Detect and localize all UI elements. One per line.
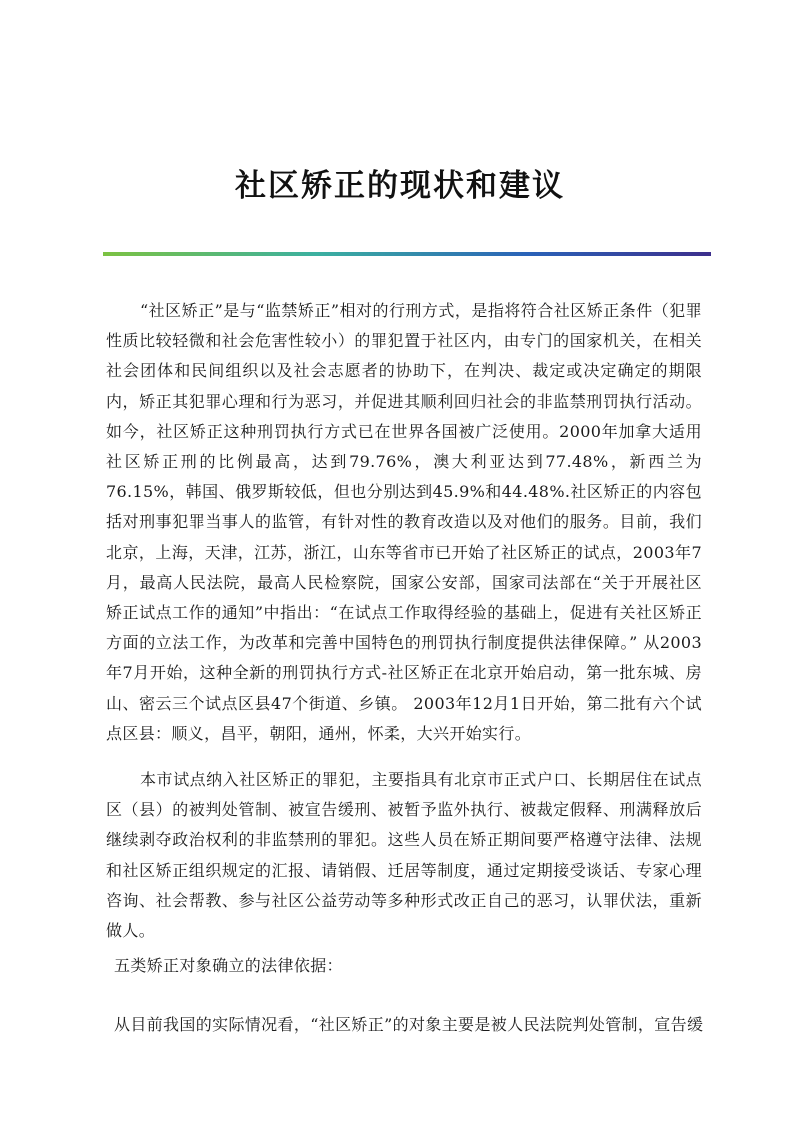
title-divider xyxy=(103,252,711,256)
paragraph-pilot-scope: 本市试点纳入社区矫正的罪犯，主要指具有北京市正式户口、长期居住在试点区（县）的被判处管制、被宣告缓刑、被暂予监外执行、被裁定假释、刑满释放后继续剥夺政治权利的非监禁刑的罪犯。这些人员在矫正期间要严格遵守法律、法规和社区矫正组织规定的汇报、请销假、迁居等制度，通过定期接受谈话、专家心理咨询、社会帮教、参与社区公益劳动等多种形式改正自己的恶习，认罪伏法，重新做人。 xyxy=(106,770,702,941)
paragraph-heading-legal-basis: 五类矫正对象确立的法律依据： xyxy=(114,956,343,975)
paragraph-intro: “社区矫正”是与“监禁矫正”相对的行刑方式，是指将符合社区矫正条件（犯罪性质比较轻微和社会危害性较小）的罪犯置于社区内，由专门的国家机关，在相关社会团体和民间组织以及社会志愿者的协助下，在判决、裁定或决定确定的期限内，矫正其犯罪心理和行为恶习，并促进其顺利回归社会的非监禁刑罚执行活动。如今，社区矫正这种刑罚执行方式已在世界各国被广泛使用。2000年加拿大适用社区矫正刑的比例最高，达到79.76%，澳大利亚达到77.48%，新西兰为76.15%，韩国、俄罗斯较低，但也分别达到45.9%和44.48%.社区矫正的内容包括对刑事犯罪当事人的监管，有针对性的教育改造以及对他们的服务。目前，我们北京，上海，天津，江苏，浙江，山东等省市已开始了社区矫正的试点，2003年7月，最高人民法院，最高人民检察院，国家公安部，国家司法部在“关于开展社区矫正试点工作的通知”中指出：“在试点工作取得经验的基础上，促进有关社区矫正方面的立法工作，为改革和完善中国特色的刑罚执行制度提供法律保障。” 从2003年7月开始，这种全新的刑罚执行方式-社区矫正在北京开始启动，第一批东城、房山、密云三个试点区县47个街道、乡镇。 2003年12月1日开始，第二批有六个试点区县：顺义，昌平，朝阳，通州，怀柔，大兴开始实行。 xyxy=(106,301,702,743)
page-title: 社区矫正的现状和建议 xyxy=(235,168,565,204)
paragraph-current-situation: 从目前我国的实际情况看，“社区矫正”的对象主要是被人民法院判处管制，宣告缓 xyxy=(114,1015,704,1034)
